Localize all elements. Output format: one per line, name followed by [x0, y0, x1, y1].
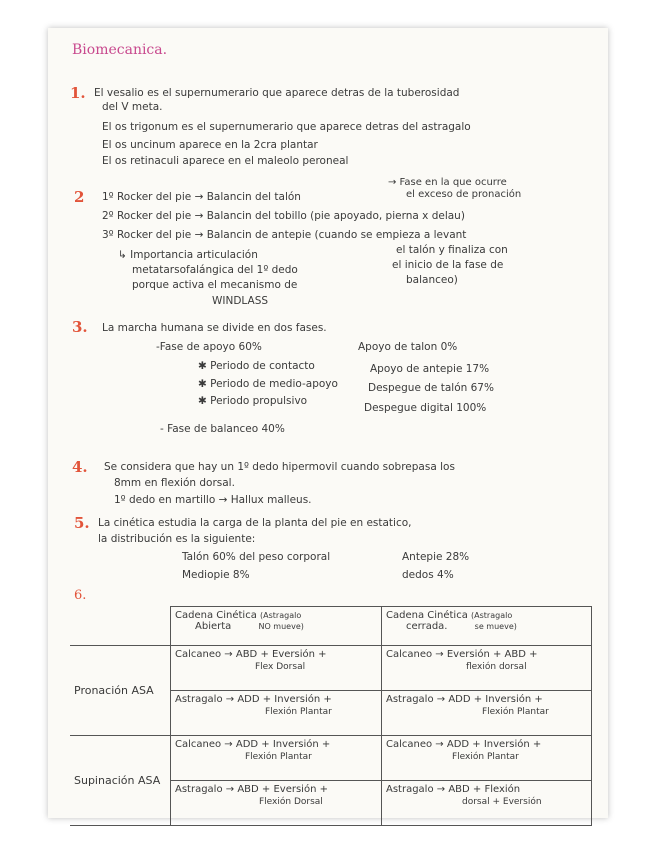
header-open-chain — [171, 607, 382, 646]
item1-line1: El vesalio es el supernumerario que aparece detras de la tuberosidad — [94, 87, 460, 99]
cell-supination-closed-astragalo — [382, 781, 592, 826]
importance-line3: porque activa el mecanismo de — [132, 279, 298, 291]
item4-line1: Se considera que hay un 1º dedo hipermovil cuando sobrepasa los — [104, 461, 455, 473]
item-number-6: 6. — [74, 588, 87, 603]
phase-support: -Fase de apoyo 60% — [156, 341, 262, 353]
cell-supination-open-calcaneo — [171, 736, 382, 781]
period-contact: ✱ Periodo de contacto — [198, 360, 315, 372]
rocker3-cont-2: el inicio de la fase de — [392, 259, 504, 271]
header-open-sub: Abierta — [195, 621, 232, 632]
rocker1: 1º Rocker del pie → Balancin del talón — [102, 191, 301, 203]
cell-text-2: Flexión Plantar — [245, 752, 312, 762]
cell-pronation-closed-calcaneo — [382, 646, 592, 691]
header-open-note1: (Astragalo — [260, 611, 302, 620]
cell-pronation-closed-astragalo — [382, 691, 592, 736]
cell-text-2: Flex Dorsal — [255, 662, 306, 672]
cell-text: Calcaneo → ADD + Inversión + — [386, 739, 542, 750]
cell-text: Calcaneo → ABD + Eversión + — [175, 649, 327, 660]
phase-swing: - Fase de balanceo 40% — [160, 423, 285, 435]
importance-line1: ↳ Importancia articulación — [118, 249, 258, 261]
header-closed-chain — [382, 607, 592, 646]
item5-line1: La cinética estudia la carga de la planta del pie en estatico, — [98, 517, 412, 529]
rocker1-note-1: → Fase en la que ocurre — [388, 177, 507, 188]
header-closed-note1: (Astragalo — [471, 611, 513, 620]
load-forefoot: Antepie 28% — [402, 551, 470, 563]
cell-text-2: dorsal + Eversión — [462, 797, 542, 807]
forefoot-contact: Apoyo de antepie 17% — [370, 363, 490, 375]
header-closed-sub: cerrada. — [406, 621, 448, 632]
cell-text: Calcaneo → ADD + Inversión + — [175, 739, 331, 750]
cell-text: Astragalo → ABD + Flexión — [386, 784, 521, 795]
rocker3: 3º Rocker del pie → Balancin de antepie (cuando se empieza a levant — [102, 229, 467, 241]
cell-text: Astragalo → ADD + Inversión + — [175, 694, 332, 705]
page-title: Biomecanica. — [72, 42, 168, 58]
rocker3-cont-1: el talón y finaliza con — [396, 244, 508, 256]
header-closed-title: Cadena Cinética — [386, 610, 468, 621]
header-closed-note2: se mueve) — [474, 622, 517, 631]
rocker1-note-2: el exceso de pronación — [406, 189, 522, 200]
item-number-3: 3. — [72, 318, 88, 336]
item-number-4: 4. — [72, 458, 88, 476]
item-number-1: 1. — [70, 84, 86, 102]
kinetic-chain-table — [70, 606, 592, 826]
header-open-title: Cadena Cinética — [175, 610, 257, 621]
cell-supination-closed-calcaneo — [382, 736, 592, 781]
cell-text: Calcaneo → Eversión + ABD + — [386, 649, 538, 660]
cell-text-2: Flexión Plantar — [482, 707, 549, 717]
cell-pronation-open-calcaneo — [171, 646, 382, 691]
cell-pronation-open-astragalo — [171, 691, 382, 736]
period-propulsive: ✱ Periodo propulsivo — [198, 395, 308, 407]
item4-line3: 1º dedo en martillo → Hallux malleus. — [114, 494, 312, 506]
load-midfoot: Mediopie 8% — [182, 569, 250, 581]
item-number-5: 5. — [74, 514, 90, 532]
cell-text: Astragalo → ADD + Inversión + — [386, 694, 543, 705]
period-midstance: ✱ Periodo de medio-apoyo — [198, 378, 338, 390]
row-label-supination: Supinación ASA — [70, 736, 171, 826]
load-heel: Talón 60% del peso corporal — [182, 551, 331, 563]
importance-line2: metatarsofalángica del 1º dedo — [132, 264, 298, 276]
item1-line4: El os uncinum aparece en la 2cra plantar — [102, 139, 318, 151]
heel-off: Despegue de talón 67% — [368, 382, 494, 394]
cell-text-2: Flexión Plantar — [265, 707, 332, 717]
rocker3-cont-3: balanceo) — [406, 274, 458, 286]
header-open-note2: NO mueve) — [258, 622, 304, 631]
cell-text: Astragalo → ABD + Eversión + — [175, 784, 328, 795]
item3-line1: La marcha humana se divide en dos fases. — [102, 322, 327, 334]
cell-supination-open-astragalo — [171, 781, 382, 826]
item1-line2: del V meta. — [102, 101, 163, 113]
item4-line2: 8mm en flexión dorsal. — [114, 477, 235, 489]
cell-text-2: flexión dorsal — [466, 662, 527, 672]
toe-off: Despegue digital 100% — [364, 402, 487, 414]
heel-strike: Apoyo de talon 0% — [358, 341, 458, 353]
cell-text-2: Flexión Plantar — [452, 752, 519, 762]
row-label-pronation: Pronación ASA — [70, 646, 171, 736]
item1-line3: El os trigonum es el supernumerario que aparece detras del astragalo — [102, 121, 471, 133]
rocker2: 2º Rocker del pie → Balancin del tobillo (pie apoyado, pierna x delau) — [102, 210, 465, 222]
item1-line5: El os retinaculi aparece en el maleolo peroneal — [102, 155, 349, 167]
item-number-2: 2 — [74, 188, 85, 206]
load-toes: dedos 4% — [402, 569, 454, 581]
table-corner — [70, 607, 171, 646]
cell-text-2: Flexión Dorsal — [259, 797, 323, 807]
importance-windlass: WINDLASS — [212, 295, 269, 307]
item5-line2: la distribución es la siguiente: — [98, 533, 256, 545]
notebook-page — [48, 28, 608, 818]
